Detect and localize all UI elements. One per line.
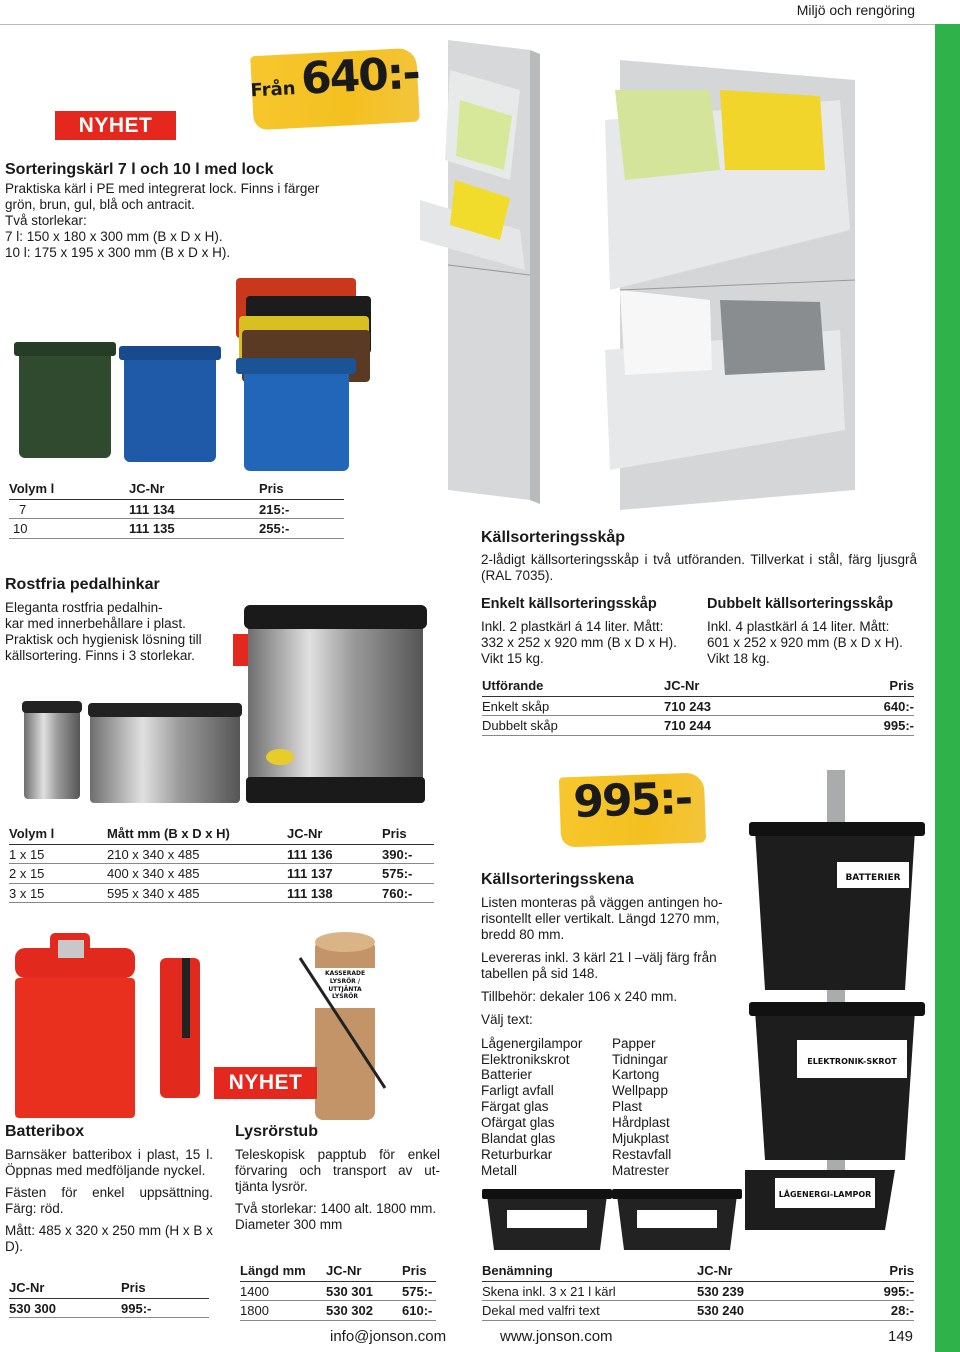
list-item: Hårdplast — [612, 1115, 670, 1131]
lysrorstub-block — [235, 1122, 440, 1233]
list-item: Tidningar — [612, 1051, 668, 1067]
skap-dubbel-line: Vikt 18 kg. — [707, 651, 770, 667]
table-row — [9, 864, 434, 884]
skap-enkel-line: Vikt 15 kg. — [481, 651, 544, 667]
pedalhinkar-table — [9, 825, 434, 903]
list-item: Metall — [481, 1163, 518, 1179]
td: 215:- — [259, 499, 344, 519]
list-item: Batterier — [481, 1067, 533, 1083]
skena-text-options-1 — [481, 1036, 612, 1179]
th: JC-Nr — [697, 1262, 827, 1281]
price-splash-mid — [559, 772, 706, 847]
price-value: 995:- — [572, 772, 692, 829]
list-item: Papper — [612, 1035, 656, 1051]
td: 390:- — [382, 844, 434, 864]
td: Skena inkl. 3 x 21 l kärl — [482, 1281, 697, 1301]
td: 1 x 15 — [9, 844, 107, 864]
td: 530 302 — [326, 1301, 402, 1321]
table-row — [482, 1301, 914, 1321]
table-row — [9, 499, 344, 519]
td: 1400 — [240, 1281, 326, 1301]
list-item: Kartong — [612, 1067, 660, 1083]
list-item: Matrester — [612, 1163, 670, 1179]
td: 530 240 — [697, 1301, 827, 1321]
skena-table — [482, 1262, 914, 1321]
td: 710 243 — [664, 696, 804, 716]
td: 760:- — [382, 883, 434, 903]
lysrorstub-p2: Två storlekar: 1400 alt. 1800 mm. Diameter 300 mm — [235, 1200, 437, 1232]
skena-bins-image — [482, 1185, 742, 1255]
td: 995:- — [804, 716, 914, 736]
list-item: Färgat glas — [481, 1099, 549, 1115]
list-item: Blandat glas — [481, 1131, 556, 1147]
th: Benämning — [482, 1262, 697, 1281]
th: Volym l — [9, 480, 129, 499]
pedalhinkar-line: Eleganta rostfria pedalhin- — [5, 600, 163, 616]
price-value: 640:- — [299, 47, 420, 105]
list-item: Ofärgat glas — [481, 1115, 555, 1131]
skena-title: Källsorteringsskena — [481, 871, 634, 888]
th: JC-Nr — [664, 677, 804, 696]
sorteringskarl-line: Praktiska kärl i PE med integrerat lock. Finns i färger — [5, 181, 320, 197]
td: 610:- — [402, 1301, 436, 1321]
td: 530 300 — [9, 1298, 121, 1318]
th: Pris — [827, 1262, 914, 1281]
skena-p3: Tillbehör: dekaler 106 x 240 mm. — [481, 988, 678, 1004]
page-number: 149 — [888, 1328, 914, 1345]
th: Pris — [121, 1279, 209, 1298]
th: Utförande — [482, 677, 664, 696]
sorteringskarl-line: grön, brun, gul, blå och antracit. — [5, 197, 195, 213]
td: 28:- — [827, 1301, 914, 1321]
td: 530 301 — [326, 1281, 402, 1301]
td: Dubbelt skåp — [482, 716, 664, 736]
table-row — [482, 716, 914, 736]
sorteringskarl-line: 10 l: 175 x 195 x 300 mm (B x D x H). — [5, 244, 231, 260]
batteribox-title: Batteribox — [5, 1123, 85, 1140]
pedalhinkar-line: kar med innerbehållare i plast. — [5, 616, 186, 632]
kallsorteringsskap-image — [400, 30, 900, 520]
td: 995:- — [121, 1298, 209, 1318]
skena-p1: Listen monteras på väggen antingen ho-risontellt eller vertikalt. Längd 1270 mm, bredd 80 mm. — [481, 895, 723, 943]
td: 111 134 — [129, 499, 259, 519]
th: Mått mm (B x D x H) — [107, 825, 287, 844]
pedalhinkar-line: Praktisk och hygienisk lösning till — [5, 632, 202, 648]
td: 530 239 — [697, 1281, 827, 1301]
sorteringskarl-title: Sorteringskärl 7 l och 10 l med lock — [5, 161, 274, 178]
price-prefix: Från — [250, 78, 297, 102]
table-row — [240, 1281, 436, 1301]
lysrorstub-p1: Teleskopisk papptub för enkel förvaring och transport av ut-tjänta lysrör. — [235, 1147, 440, 1195]
sorteringskarl-table — [9, 480, 344, 539]
td: 111 135 — [129, 519, 259, 539]
skena-text-options-2 — [612, 1036, 732, 1179]
footer-email[interactable]: info@jonson.com — [330, 1328, 447, 1345]
lysrorstub-table — [240, 1262, 436, 1321]
th: Pris — [259, 480, 344, 499]
pedalhinkar-image — [10, 585, 440, 815]
skena-p2: Levereras inkl. 3 kärl 21 l –välj färg från tabellen på sid 148. — [481, 949, 717, 981]
kallsorteringsskap-block — [481, 528, 917, 667]
skap-enkel-line: Inkl. 2 plastkärl á 14 liter. Mått: — [481, 619, 664, 635]
table-row — [240, 1301, 436, 1321]
list-item: Lågenergilampor — [481, 1035, 583, 1051]
list-item: Plast — [612, 1099, 643, 1115]
batteribox-block — [5, 1122, 213, 1255]
batteribox-image — [10, 928, 215, 1128]
skena-label-batterier: BATTERIER — [845, 873, 901, 883]
th: JC-Nr — [129, 480, 259, 499]
nyhet-badge: NYHET — [214, 1067, 317, 1099]
table-row — [9, 519, 344, 539]
skap-dubbel-title: Dubbelt källsorteringsskåp — [707, 596, 894, 613]
list-item: Farligt avfall — [481, 1083, 554, 1099]
th: JC-Nr — [326, 1262, 402, 1281]
td: 575:- — [382, 864, 434, 884]
td: 3 x 15 — [9, 883, 107, 903]
skap-enkel-line: 332 x 252 x 920 mm (B x D x H). — [481, 635, 677, 651]
skap-intro: 2-lådigt källsorteringsskåp i två utföranden. Tillverkat i stål, färg ljusgrå (RAL 7035). — [481, 552, 917, 584]
section-label: Miljö och rengöring — [796, 2, 915, 18]
sorteringskarl-line: Två storlekar: — [5, 213, 87, 229]
pedalhinkar-line: källsortering. Finns i 3 storlekar. — [5, 647, 195, 663]
section-color-tab — [935, 24, 960, 1352]
sorteringskarl-image — [14, 268, 374, 473]
skap-dubbel-line: Inkl. 4 plastkärl á 14 liter. Mått: — [707, 619, 890, 635]
nyhet-badge: NYHET — [55, 111, 176, 140]
sorteringskarl-block — [5, 160, 365, 261]
sorteringskarl-line: 7 l: 150 x 180 x 300 mm (B x D x H). — [5, 228, 223, 244]
list-item: Elektronikskrot — [481, 1051, 570, 1067]
skap-dubbel-line: 601 x 252 x 920 mm (B x D x H). — [707, 635, 903, 651]
list-item: Returburkar — [481, 1147, 553, 1163]
pedalhinkar-title: Rostfria pedalhinkar — [5, 576, 160, 593]
th: Pris — [804, 677, 914, 696]
table-row — [9, 1298, 209, 1318]
table-row — [9, 883, 434, 903]
list-item: Wellpapp — [612, 1083, 669, 1099]
td: 111 138 — [287, 883, 382, 903]
td: 7 — [9, 499, 129, 519]
footer-website[interactable]: www.jonson.com — [500, 1328, 613, 1345]
td: Enkelt skåp — [482, 696, 664, 716]
lysrorstub-label: KASSERADE LYSRÖR / UTTJÄNTA LYSRÖR — [324, 970, 366, 1001]
batteribox-p2: Fästen för enkel uppsättning. Färg: röd. — [5, 1185, 213, 1216]
th: Längd mm — [240, 1262, 326, 1281]
batteribox-p3: Mått: 485 x 320 x 250 mm (H x B x D). — [5, 1222, 213, 1254]
th: JC-Nr — [9, 1279, 121, 1298]
td: 995:- — [827, 1281, 914, 1301]
th: JC-Nr — [287, 825, 382, 844]
table-row — [482, 1281, 914, 1301]
batteribox-p1: Barnsäker batteribox i plast, 15 l. Öppnas med medföljande nyckel. — [5, 1147, 213, 1179]
td: 710 244 — [664, 716, 804, 736]
lysrorstub-title: Lysrörstub — [235, 1123, 318, 1140]
th: Pris — [382, 825, 434, 844]
table-row — [9, 844, 434, 864]
td: Dekal med valfri text — [482, 1301, 697, 1321]
skena-p4: Välj text: — [481, 1011, 533, 1027]
skap-enkel-title: Enkelt källsorteringsskåp — [481, 596, 657, 613]
td: 575:- — [402, 1281, 436, 1301]
td: 210 x 340 x 485 — [107, 844, 287, 864]
td: 2 x 15 — [9, 864, 107, 884]
kallsorteringsskap-table — [482, 677, 914, 736]
td: 10 — [9, 519, 129, 539]
list-item: Mjukplast — [612, 1131, 670, 1147]
skap-title: Källsorteringsskåp — [481, 529, 626, 546]
list-item: Restavfall — [612, 1147, 672, 1163]
table-row — [482, 696, 914, 716]
skena-label-elektronik: ELEKTRONIK-SKROT — [807, 1057, 897, 1066]
td: 111 136 — [287, 844, 382, 864]
price-splash-top — [250, 48, 420, 131]
td: 111 137 — [287, 864, 382, 884]
td: 595 x 340 x 485 — [107, 883, 287, 903]
th: Pris — [402, 1262, 436, 1281]
td: 255:- — [259, 519, 344, 539]
batteribox-table — [9, 1279, 209, 1318]
top-rule — [0, 24, 935, 25]
th: Volym l — [9, 825, 107, 844]
td: 640:- — [804, 696, 914, 716]
skena-label-lagenergi: LÅGENERGI-LAMPOR — [778, 1190, 872, 1199]
skena-image — [745, 770, 935, 1230]
td: 1800 — [240, 1301, 326, 1321]
skena-block — [481, 870, 746, 1179]
td: 400 x 340 x 485 — [107, 864, 287, 884]
